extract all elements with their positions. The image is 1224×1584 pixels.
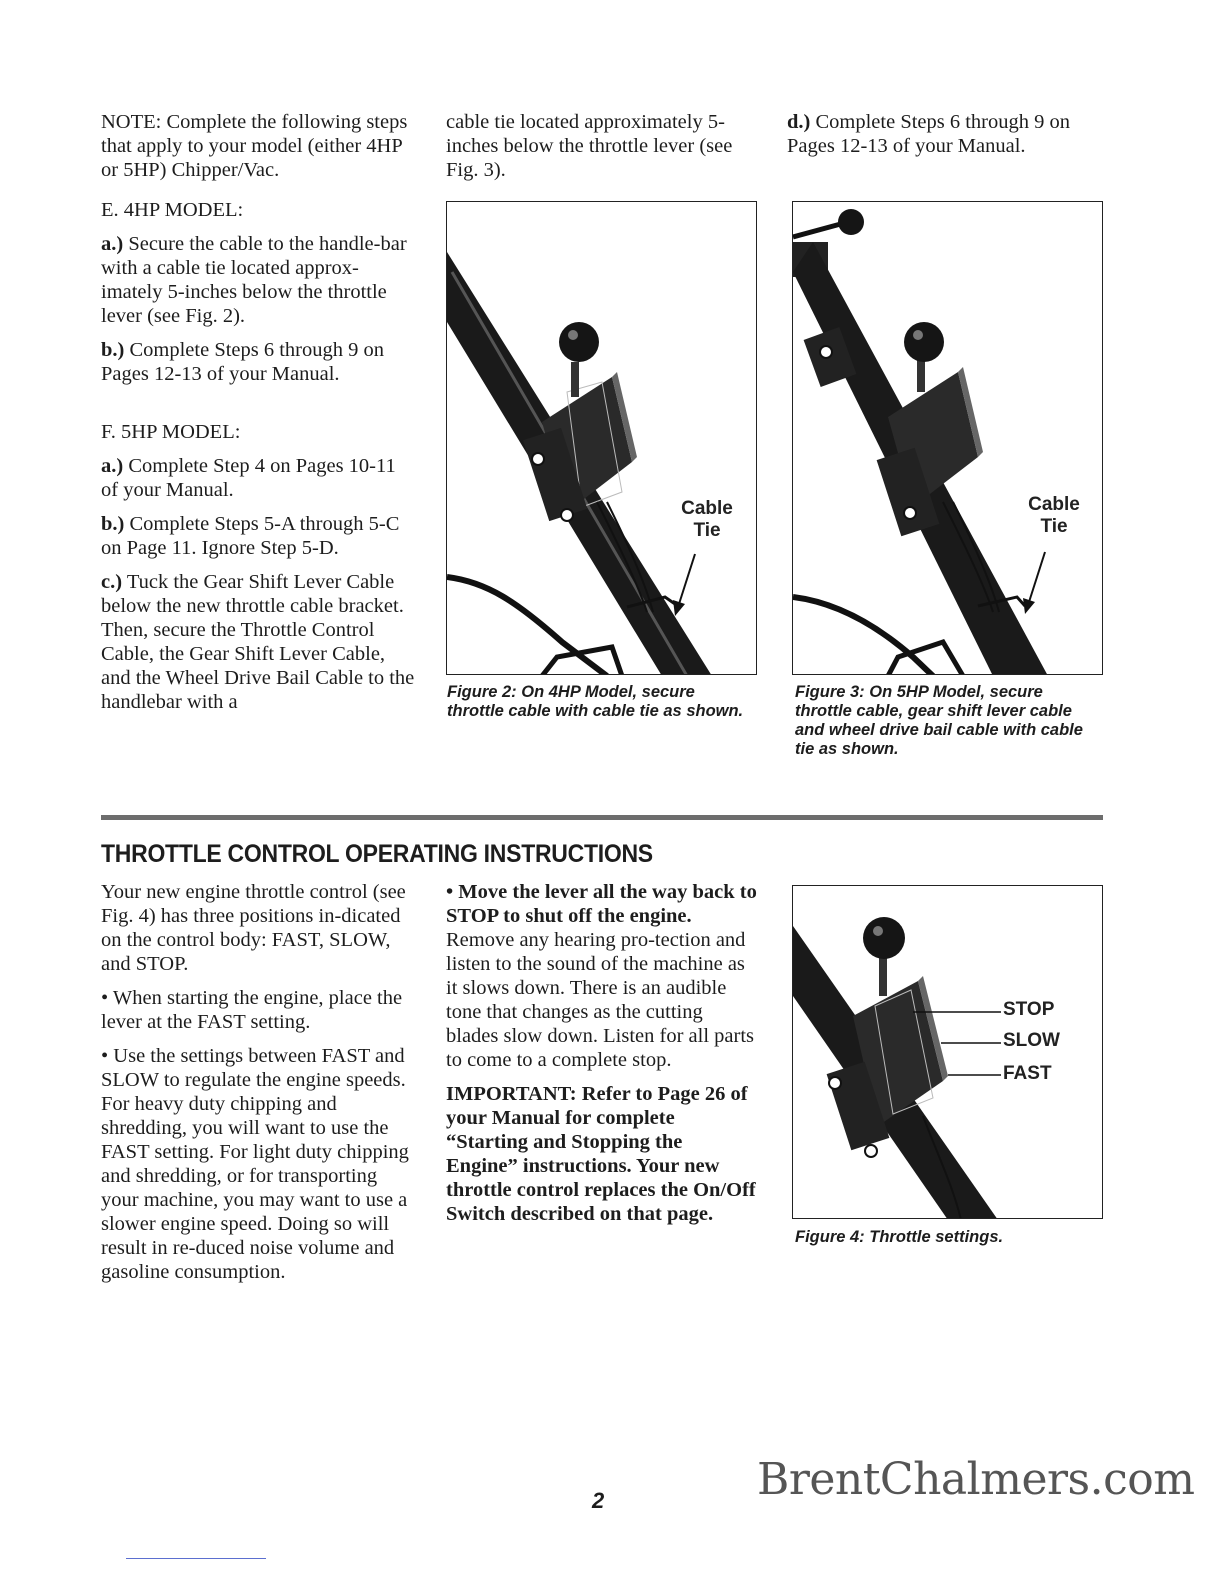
step-f-a-text: Complete Step 4 on Pages 10-11 of your Manual. <box>101 455 396 501</box>
figure-2-label-line1: Cable <box>681 498 733 519</box>
bullet-stop <box>446 880 758 1072</box>
note-paragraph: NOTE: Complete the following steps that apply to your model (either 4HP or 5HP) Chipper/Vac. <box>101 111 408 181</box>
page-number: 2 <box>592 1488 605 1513</box>
figure-3-label-line2: Tie <box>1040 516 1068 537</box>
top-column-1 <box>101 110 416 724</box>
step-e-b-text: Complete Steps 6 through 9 on Pages 12-13 of your Manual. <box>101 339 385 385</box>
step-f-c-label: c.) <box>101 571 123 593</box>
step-d-text: Complete Steps 6 through 9 on Pages 12-13 of your Manual. <box>787 111 1071 157</box>
section-e-heading <box>101 198 416 222</box>
bottom-column-2 <box>446 880 758 1236</box>
figure-2-caption: Figure 2: On 4HP Model, secure throttle cable with cable tie as shown. <box>447 683 744 720</box>
section-heading: THROTTLE CONTROL OPERATING INSTRUCTIONS <box>101 840 653 868</box>
bullet-starting: • When starting the engine, place the lever at the FAST setting. <box>101 987 403 1033</box>
top-column-2 <box>446 110 758 192</box>
figure-4 <box>792 885 1103 1219</box>
section-divider <box>101 815 1103 820</box>
bullet-stop-text: Remove any hearing pro-tection and listen to the sound of the machine as it slows down. There is an audible tone that changes as the cutting blades slow down. Listen for all parts to come to a complete stop. <box>446 929 755 1071</box>
watermark: BrentChalmers.com <box>757 1454 1195 1505</box>
bottom-column-1 <box>101 880 416 1294</box>
figure-3-illustration <box>793 202 1103 675</box>
section-f-letter: F. <box>101 421 116 443</box>
important-note: IMPORTANT: Refer to Page 26 of your Manual for complete “Starting and Stopping the Engine” instructions. Your new throttle control replaces the On/Off Switch described on that page. <box>446 1083 756 1225</box>
intro-paragraph: Your new engine throttle control (see Fig. 4) has three positions in-dicated on the control body: FAST, SLOW, and STOP. <box>101 881 406 975</box>
step-e-a-label: a.) <box>101 233 124 255</box>
step-d-label: d.) <box>787 111 811 133</box>
figure-4-stop-label: STOP <box>1003 999 1055 1020</box>
figure-3-caption: Figure 3: On 5HP Model, secure throttle cable, gear shift lever cable and wheel drive bail cable with cable tie as shown. <box>795 683 1083 758</box>
figure-4-fast-label: FAST <box>1003 1063 1052 1084</box>
continued-paragraph: cable tie located approximately 5-inches below the throttle lever (see Fig. 3). <box>446 111 733 181</box>
step-d <box>787 110 1102 158</box>
figure-2-label-line2: Tie <box>693 520 721 541</box>
step-e-b <box>101 338 416 386</box>
step-f-a-label: a.) <box>101 455 124 477</box>
step-f-b <box>101 512 416 560</box>
bullet-regulate: • Use the settings between FAST and SLOW to regulate the engine speeds. For heavy duty chipping and shredding, you will want to use the FAST setting. For light duty chipping and shredding, or for transporting your machine, you may want to use a slower engine speed. Doing so will result in re-duced noise volume and gasoline consumption. <box>101 1045 409 1283</box>
step-f-a <box>101 454 416 502</box>
footer-rule <box>126 1558 266 1559</box>
top-column-3 <box>787 110 1102 168</box>
step-e-a-text: Secure the cable to the handle-bar with a cable tie located approx-imately 5-inches below the throttle lever (see Fig. 2). <box>101 233 407 327</box>
section-e-title: 4HP MODEL: <box>123 199 244 221</box>
step-f-b-label: b.) <box>101 513 125 535</box>
figure-2-illustration <box>447 202 757 675</box>
step-e-a <box>101 232 416 328</box>
figure-2-cable-tie-label <box>672 498 742 542</box>
step-e-b-label: b.) <box>101 339 125 361</box>
bullet-stop-bold: • Move the lever all the way back to STOP to shut off the engine. <box>446 881 757 927</box>
figure-3-cable-tie-label <box>1019 494 1089 538</box>
section-f-title: 5HP MODEL: <box>121 421 241 443</box>
step-f-b-text: Complete Steps 5-A through 5-C on Page 11. Ignore Step 5-D. <box>101 513 400 559</box>
step-f-c-text: Tuck the Gear Shift Lever Cable below the new throttle cable bracket. Then, secure the Throttle Control Cable, the Gear Shift Lever Cable, and the Wheel Drive Bail Cable to the handlebar with a <box>101 571 415 713</box>
figure-4-illustration <box>793 886 1103 1219</box>
figure-3-label-line1: Cable <box>1028 494 1080 515</box>
figure-3 <box>792 201 1103 675</box>
figure-2 <box>446 201 757 675</box>
step-f-c <box>101 570 416 714</box>
section-f-heading <box>101 420 416 444</box>
section-e-letter: E. <box>101 199 119 221</box>
figure-4-caption: Figure 4: Throttle settings. <box>795 1228 1004 1246</box>
figure-4-slow-label: SLOW <box>1003 1030 1060 1051</box>
